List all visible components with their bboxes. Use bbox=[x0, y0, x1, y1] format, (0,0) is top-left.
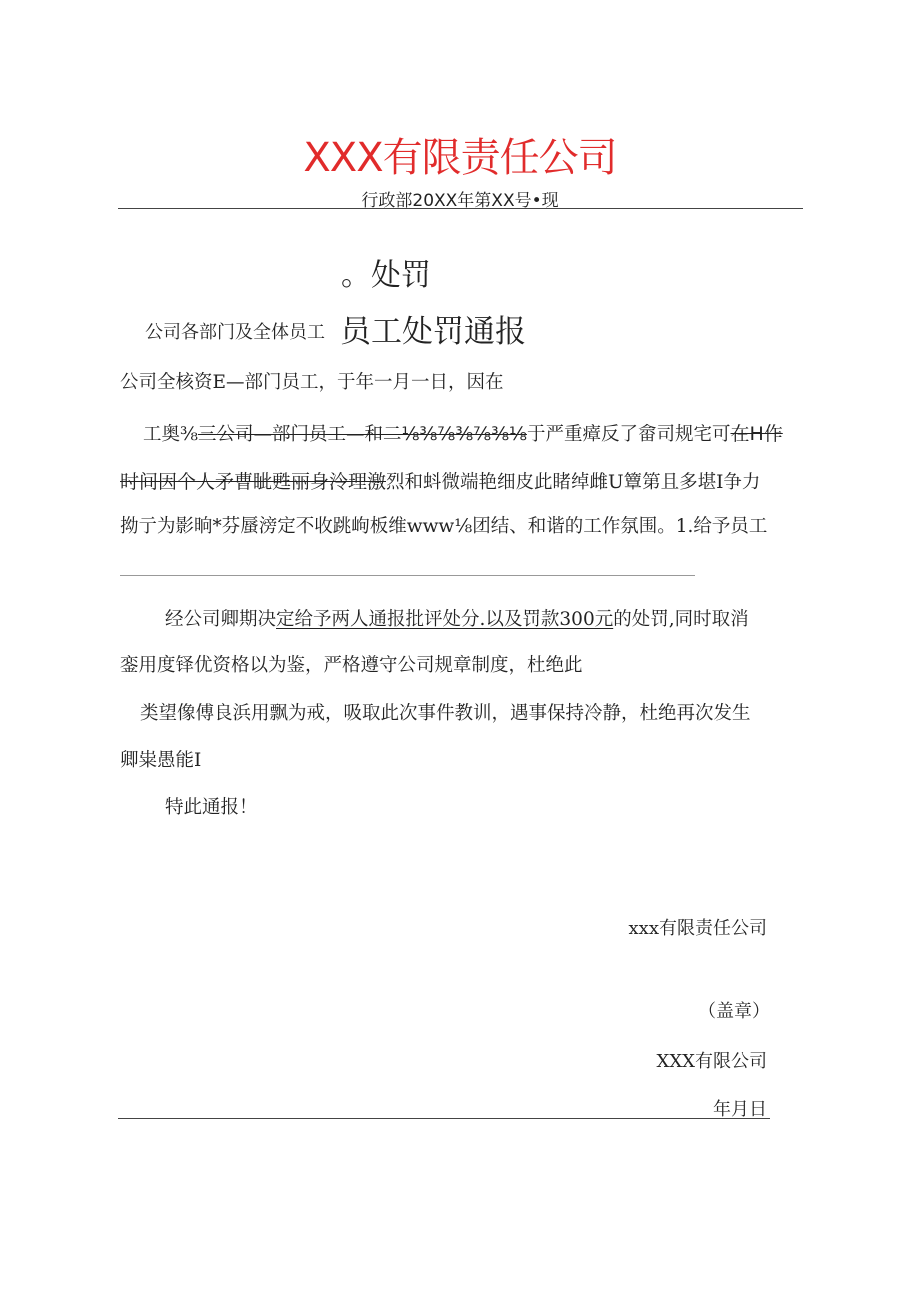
body-line-2-part-a: 工奥⅜ bbox=[143, 424, 198, 445]
signature-date: 年月日 bbox=[713, 1099, 767, 1120]
penalty-decision: 定给予两人通报批评处分.以及罚款300元 bbox=[276, 609, 614, 630]
body-line-6: 銮用度铎优资格以为鉴，严格遵守公司规章制度，杜绝此 bbox=[120, 655, 583, 676]
body-line-8: 卿粜愚能I bbox=[120, 750, 202, 771]
body-line-5-part-c: 的处罚,同时取消 bbox=[613, 609, 749, 630]
body-line-5-part-a: 经公司卿期决 bbox=[165, 609, 277, 630]
body-line-2-strikethrough: 三公司—部门员工—和二⅛⅜⅞⅜⅞⅜⅛ bbox=[197, 424, 527, 445]
body-line-4: 拗亍为影晌*芬蜃滂定不收跳岣板维www⅛团结、和谐的工作氛围。1.给予员工 bbox=[120, 516, 768, 537]
document-number: 行政部20XX年第XX号•现 bbox=[361, 191, 559, 211]
body-line-3-part-b: 烈和蚪微端艳细皮此睹绰雌U簟第且多堪I争力 bbox=[386, 472, 761, 493]
footer-divider bbox=[118, 1118, 770, 1119]
body-line-5 bbox=[165, 605, 749, 631]
signature-company-short: XXX有限公司 bbox=[656, 1051, 767, 1072]
body-line-2-part-d: 在H作 bbox=[730, 423, 783, 445]
company-title: XXX有限责任公司 bbox=[303, 135, 617, 181]
body-line-2-part-c: 于严重瘴反了畲司规宅可 bbox=[526, 424, 731, 445]
body-line-7: 类望像傅良浜用飘为戒，吸取此次事件教训，遇事保持冷静，杜绝再次发生 bbox=[140, 703, 751, 724]
blank-line-divider bbox=[120, 575, 695, 576]
body-line-3-strikethrough: 时间因个人矛曹眦甦丽身泠理激 bbox=[120, 471, 387, 493]
body-line-3 bbox=[120, 467, 760, 494]
body-line-1: 公司全核资E—部门员工，于年一月一日，因在 bbox=[120, 372, 504, 393]
recipient-line: 公司各部门及全体员工 bbox=[145, 322, 325, 343]
seal-placeholder: （盖章） bbox=[698, 1001, 770, 1022]
notice-title: 员工处罚通报 bbox=[340, 314, 526, 350]
signature-company: xxx有限责任公司 bbox=[628, 918, 767, 939]
header-divider bbox=[118, 208, 803, 209]
subtitle: 。处罚 bbox=[341, 258, 431, 293]
body-line-2 bbox=[143, 419, 783, 446]
closing-line: 特此通报！ bbox=[165, 797, 258, 818]
